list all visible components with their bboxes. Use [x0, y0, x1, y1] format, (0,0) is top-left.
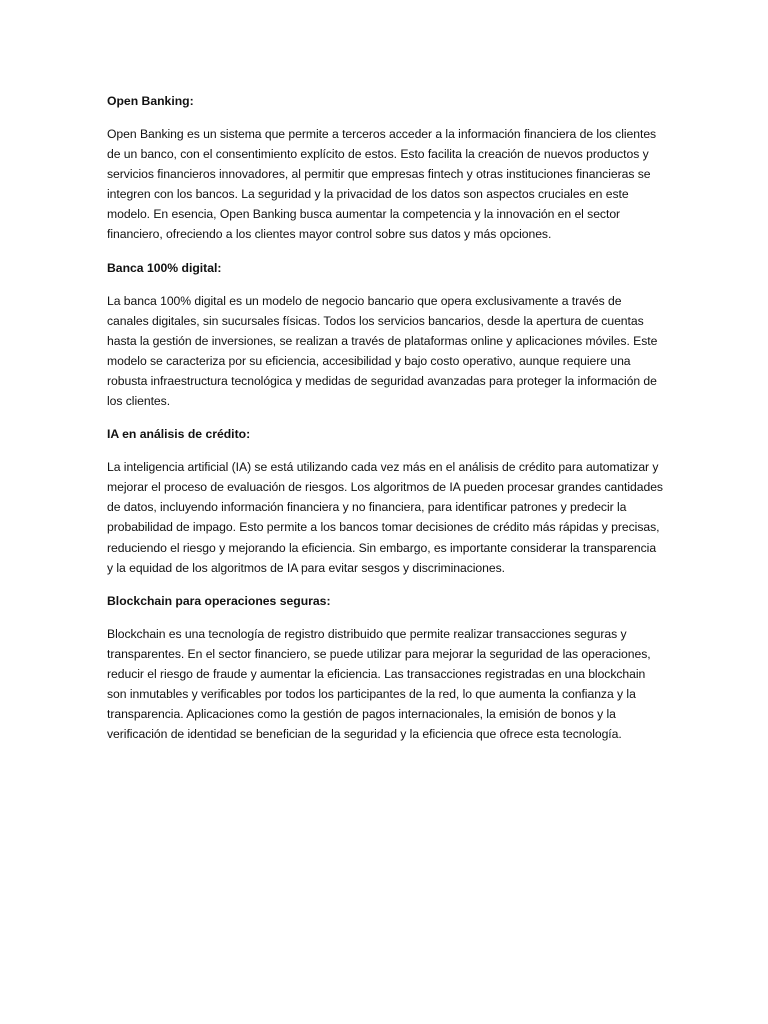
section-body-open-banking: Open Banking es un sistema que permite a terceros acceder a la información financiera de los clientes de un banco, con el consentimiento explícito de estos. Esto facilita la creación de nuevos productos y servicios financieros innovadores, al permitir que empresas fintech y otras instituciones financieras se integren con los bancos. La seguridad y la privacidad de los datos son aspectos cruciales en este modelo. En esencia, Open Banking busca aumentar la competencia y la innovación en el sector financiero, ofreciendo a los clientes mayor control sobre sus datos y más opciones. — [107, 127, 657, 242]
section-heading-blockchain: Blockchain para operaciones seguras: — [107, 593, 331, 608]
section-heading-ia-credito: IA en análisis de crédito: — [107, 427, 251, 442]
section-body-ia-credito: La inteligencia artificial (IA) se está utilizando cada vez más en el análisis de crédito para automatizar y mejorar el proceso de evaluación de riesgos. Los algoritmos de IA pueden procesar grandes cantidades de datos, incluyendo información financiera y no financiera, para identificar patrones y predecir la probabilidad de impago. Esto permite a los bancos tomar decisiones de crédito más rápidas y precisas, reduciendo el riesgo y mejorando la eficiencia. Sin embargo, es importante considerar la transparencia y la equidad de los algoritmos de IA para evitar sesgos y discriminaciones. — [107, 460, 663, 575]
section-heading-banca-digital: Banca 100% digital: — [107, 260, 222, 275]
section-body-banca-digital: La banca 100% digital es un modelo de negocio bancario que opera exclusivamente a través de canales digitales, sin sucursales físicas. Todos los servicios bancarios, desde la apertura de cuentas hasta la gestión de inversiones, se realizan a través de plataformas online y aplicaciones móviles. Este modelo se caracteriza por su eficiencia, accesibilidad y bajo costo operativo, aunque requiere una robusta infraestructura tecnológica y medidas de seguridad avanzadas para proteger la información de los clientes. — [107, 293, 658, 409]
section-heading-open-banking: Open Banking: — [107, 94, 194, 108]
document-content — [107, 91, 663, 757]
section-body-blockchain: Blockchain es una tecnología de registro distribuido que permite realizar transacciones seguras y transparentes. En el sector financiero, se puede utilizar para mejorar la seguridad de las operaciones, reducir el riesgo de fraude y aumentar la eficiencia. Las transacciones registradas en una blockchain son inmutables y verificables por todos los participantes de la red, lo que aumenta la confianza y la transparencia. Aplicaciones como la gestión de pagos internacionales, la emisión de bonos y la verificación de identidad se benefician de la seguridad y la eficiencia que ofrece esta tecnología. — [107, 626, 651, 742]
